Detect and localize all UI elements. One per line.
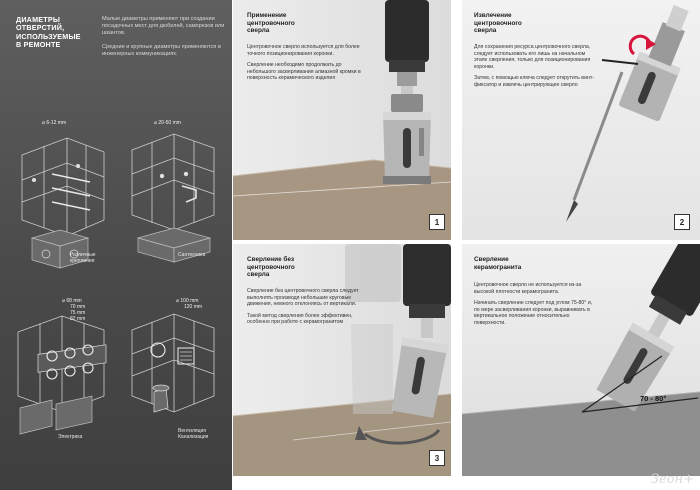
- ventilation-illustration: [124, 296, 224, 446]
- step-3-number: 3: [429, 450, 445, 466]
- intro-large: Средние и крупные диаметры применяются в инженерных коммуникациях.: [102, 44, 221, 57]
- cell-electrics: [12, 296, 112, 456]
- ventilation-caption: Вентиляция Канализация: [178, 428, 209, 440]
- step-1-text: Центровочное сверло используется для более точного позиционирования коронки. Сверление необходимо продолжать до небольшого засверливания алмазной кромки в поверхность керамического изделия: [247, 44, 361, 81]
- diameters-intro: [102, 16, 226, 65]
- step-panel-4: [462, 244, 700, 476]
- drilling-angle-label: 70 - 80°: [640, 394, 667, 403]
- step-4-text: Центровочное сверло не используется из-за высокой плотности керамогранита. Начинать сверление следует под углом 75-80° и, по мере засверливания коронки, выравнивать в вертикальное положение относительно поверхности.: [474, 282, 593, 326]
- diameters-panel: [0, 0, 232, 490]
- electrics-diameters: ⌀ 68 mm 70 mm 75 mm 82 mm: [62, 298, 86, 322]
- drill-illustration-2: [462, 0, 700, 240]
- cell-plumbing: [124, 120, 224, 280]
- step-1-title: Применение центровочного сверла: [247, 12, 295, 35]
- step-1-number: 1: [429, 214, 445, 230]
- fixings-caption: Различные крепления: [70, 252, 96, 264]
- fixings-illustration: [12, 120, 112, 270]
- cell-ventilation: [124, 296, 224, 456]
- drill-illustration-4: [462, 244, 700, 476]
- intro-small: Малые диаметры применяют при создании посадочных мест для дюбелей, саморезов или шкантов.: [102, 16, 225, 36]
- step-3-title: Сверление без центровочного сверла: [247, 256, 295, 279]
- plumbing-diameter: ⌀ 20-50 mm: [154, 120, 181, 126]
- step-4-title: Сверление керамогранита: [474, 256, 522, 271]
- step-2-number: 2: [674, 214, 690, 230]
- step-2-text: Для сохранения ресурса центровочного сверла, следует использовать его лишь на начальном этапе сверления, только для позиционирования коронки. Затем, с помощью ключа следует открутить винт-фиксатор и извлечь центрирующее сверло: [474, 44, 594, 88]
- cell-fixings: [12, 120, 112, 280]
- step-panel-1: [233, 0, 451, 240]
- watermark-logo: Зеон+: [650, 472, 694, 487]
- step-panel-2: [462, 0, 700, 240]
- step-panel-3: [233, 244, 451, 476]
- step-2-title: Извлечение центровочного сверла: [474, 12, 522, 35]
- plumbing-caption: Сантехника: [178, 252, 206, 258]
- drill-illustration-1: [233, 0, 451, 240]
- diameters-title: ДИАМЕТРЫ ОТВЕРСТИЙ, ИСПОЛЬЗУЕМЫЕ В РЕМОНТЕ: [16, 15, 81, 50]
- drill-illustration-3: [233, 244, 451, 476]
- plumbing-illustration: [124, 120, 224, 270]
- electrics-caption: Электрика: [58, 434, 83, 440]
- ventilation-diameters: ⌀ 100 mm 120 mm: [176, 298, 203, 310]
- step-3-text: Сверление без центровочного сверла следует выполнять производя небольшие круговые движения, немного отклоняясь от вертикали. Такой метод сверления более эффективен, особенно при работе с керамогранитом: [247, 288, 359, 325]
- fixings-diameter: ⌀ 6-12 mm: [42, 120, 67, 126]
